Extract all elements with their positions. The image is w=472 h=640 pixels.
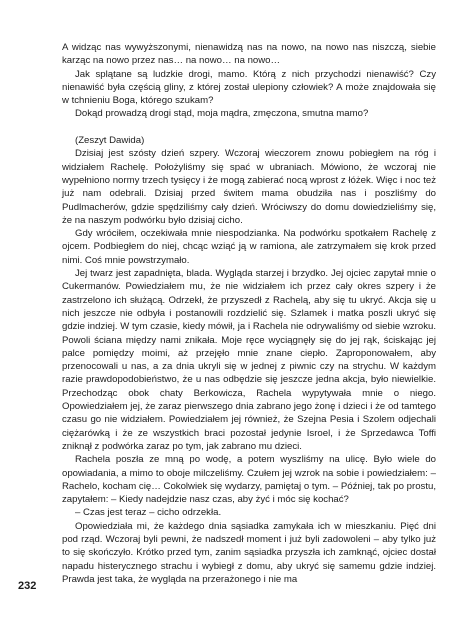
paragraph: Dzisiaj jest szósty dzień szpery. Wczoraj wieczorem znowu pobiegłem na róg i widziałem Rachelę. Położyliśmy się spać w ubraniach. Mówiono, że wczoraj nie wypełniono normy trzech tysięcy i że mogą zabierać nocą wprost z łóżek. Więc i noc też już nam odebrali. Dzisiaj przed świtem mama obudziła nas i poszliśmy do Pudlmacherów, gdzie spędziliśmy cały dzień. Wróciwszy do domu dowiedzieliśmy się, że na naszym podwórku było dzisiaj cicho. [62, 148, 436, 226]
page-number: 232 [18, 580, 37, 592]
paragraph: Jak splątane są ludzkie drogi, mamo. Którą z nich przychodzi nienawiść? Czy nienawiść była częścią gliny, z której został ulepiony człowiek? A może znajdowała się w tchnieniu Boga, którego szukam? [62, 68, 436, 107]
paragraph: – Czas jest teraz – cicho odrzekła. [75, 507, 222, 519]
paragraph: Gdy wróciłem, oczekiwała mnie niespodzianka. Na podwórku spotkałem Rachelę z ojcem. Podbiegłem do niej, chcąc wziąć ją w ramiona, ale zatrzymałem się krok przed nimi. Coś mnie powstrzymało. [62, 228, 436, 266]
paragraph: Dokąd prowadzą drogi stąd, moja mądra, zmęczona, smutna mamo? [75, 108, 369, 120]
paragraph: A widząc nas wywyższonymi, nienawidzą nas na nowo, na nowo nas niszczą, siebie karząc na nowo przez nas… na nowo… na nowo… [62, 42, 436, 67]
body-text [62, 41, 436, 586]
paragraph: Opowiedziała mi, że każdego dnia sąsiadka zamykała ich w mieszkaniu. Pięć dni pod rząd. Wczoraj byli pewni, że nadszedł moment i już byli zadowoleni – aby tylko już to się skończyło. Krótko przed tym, zanim sąsiadka przyszła ich zamknąć, ojciec dostał napadu histerycznego strachu i wybiegł z domu, aby ukryć się samemu gdzie indziej. Prawda jest taka, że wygląda na przerażonego i nie ma [62, 520, 436, 585]
section-heading-zeszyt-dawida: (Zeszyt Dawida) [75, 135, 145, 147]
paragraph: Jej twarz jest zapadnięta, blada. Wygląda starzej i brzydko. Jej ojciec zapytał mnie o Cukermanów. Powiedziałem mu, że nie widziałem ich przez cały okres szpery i że zastrzelono ich służącą. Odrzekł, że przyszedł z Rachelą, aby się tu ukryć. Akcja się u nich jeszcze nie odbyła i postanowili rozdzielić się. Szlamek i matka poszli ukryć się gdzie indziej. W tym czasie, kiedy mówił, ja i Rachela nie odrywaliśmy od siebie wzroku. Powoli ściana między nami znikała. Moje ręce wyciągnęły się do jej rąk, ściskając jej palce pomiędzy moimi, aż przejęło mnie znane ciepło. Zaproponowałem, aby przenocowali u nas, a za dnia ukryli się w jednej z piwnic czy na strychu. W każdym razie prawdopodobieństwo, że u nas odbędzie się jeszcze jedna akcja, było niewielkie. Przechodząc obok chaty Berkowicza, Rachela wypytywała mnie o niego. Opowiedziałem jej, że zaraz pierwszego dnia zabrano jego żonę i dzieci i że od tamtego czasu go nie widziałem. Powiedziałem jej również, że Szejna Pesia i Szolem odjechali ciężarówką i że ze wszystkich braci pozostał jedynie Isroel, i że Sprzedawca Toffi zniknął z podwórka zaraz po tym, jak zabrano mu dzieci. [62, 268, 436, 452]
paragraph: Rachela poszła ze mną po wodę, a potem wyszliśmy na ulicę. Było wiele do opowiadania, a mimo to oboje milczeliśmy. Czułem jej wzrok na sobie i powiedziałem: – Rachelo, kocham cię… Cokolwiek się wydarzy, pamiętaj o tym. – Później, tak po prostu, zapytałem: – Kiedy nadejdzie nasz czas, aby żyć i móc się kochać? [62, 454, 436, 506]
